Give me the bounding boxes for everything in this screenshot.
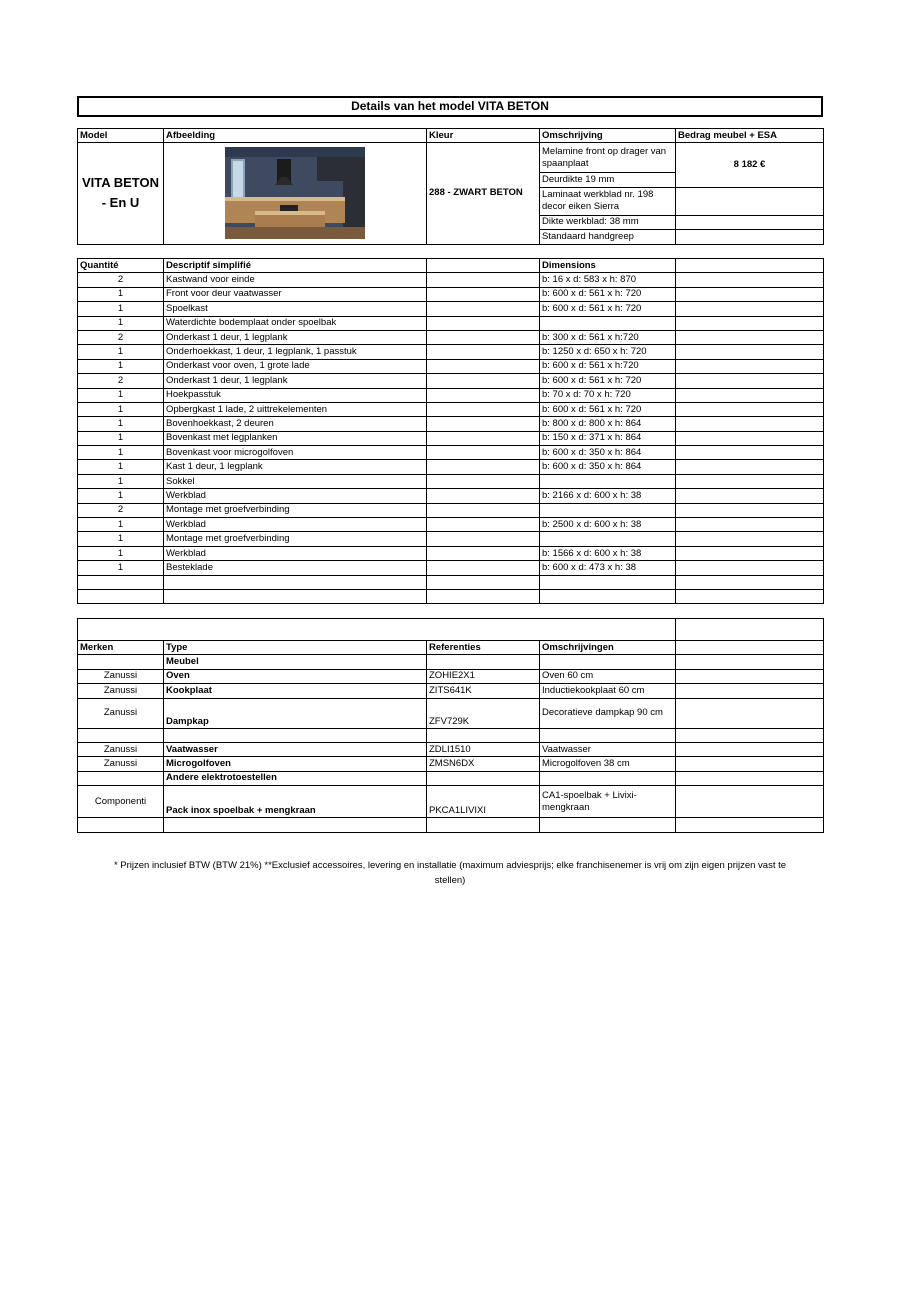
- header-dimensions: Dimensions: [540, 259, 676, 273]
- appliance-empty: [676, 669, 824, 683]
- header-color: Kleur: [427, 129, 540, 143]
- item-empty: [676, 287, 824, 301]
- appliance-reference: ZOHIE2X1: [427, 669, 540, 683]
- item-description: Hoekpasstuk: [164, 388, 427, 402]
- appliance-reference: ZMSN6DX: [427, 757, 540, 771]
- item-empty: [676, 546, 824, 560]
- item-empty: [676, 446, 824, 460]
- item-quantity: 1: [78, 460, 164, 474]
- item-dimensions: [540, 575, 676, 589]
- item-dimensions: [540, 503, 676, 517]
- item-row: [78, 273, 824, 287]
- item-description: Bovenkast met legplanken: [164, 431, 427, 445]
- appliances-top-empty: [676, 619, 824, 641]
- appliance-reference: ZFV729K: [427, 698, 540, 728]
- item-empty: [676, 460, 824, 474]
- appliance-description: CA1-spoelbak + Livixi-mengkraan: [540, 786, 676, 818]
- appliance-type: Kookplaat: [164, 684, 427, 698]
- header-brand: Merken: [78, 641, 164, 655]
- item-empty: [676, 302, 824, 316]
- appliance-type: Dampkap: [164, 698, 427, 728]
- header-empty: [676, 641, 824, 655]
- model-name: VITA BETON - En U: [78, 143, 164, 244]
- appliance-empty: [676, 684, 824, 698]
- header-price: Bedrag meubel + ESA: [676, 129, 824, 143]
- appliance-type: Meubel: [164, 655, 427, 669]
- item-dimensions: b: 600 x d: 350 x h: 864: [540, 446, 676, 460]
- appliance-brand: Zanussi: [78, 698, 164, 728]
- appliance-type: [164, 728, 427, 742]
- item-row: [78, 503, 824, 517]
- item-description: Kastwand voor einde: [164, 273, 427, 287]
- header-reference: Referenties: [427, 641, 540, 655]
- item-row: [78, 431, 824, 445]
- header-quantity: Quantité: [78, 259, 164, 273]
- item-empty: [676, 575, 824, 589]
- appliance-reference: [427, 728, 540, 742]
- item-blank: [427, 402, 540, 416]
- item-description: Onderkast 1 deur, 1 legplank: [164, 330, 427, 344]
- description-line: Melamine front op drager van spaanplaat: [540, 143, 676, 173]
- appliances-table: [77, 618, 824, 833]
- item-blank: [427, 460, 540, 474]
- item-dimensions: b: 300 x d: 561 x h:720: [540, 330, 676, 344]
- appliance-brand: [78, 771, 164, 785]
- appliance-reference: ZITS641K: [427, 684, 540, 698]
- item-quantity: 1: [78, 431, 164, 445]
- appliance-reference: PKCA1LIVIXI: [427, 786, 540, 818]
- item-dimensions: b: 1250 x d: 650 x h: 720: [540, 345, 676, 359]
- header-model: Model: [78, 129, 164, 143]
- item-description: Besteklade: [164, 561, 427, 575]
- item-empty: [676, 474, 824, 488]
- price-empty: [676, 187, 824, 215]
- item-dimensions: b: 1566 x d: 600 x h: 38: [540, 546, 676, 560]
- appliance-brand: Zanussi: [78, 757, 164, 771]
- item-blank: [427, 345, 540, 359]
- item-quantity: 1: [78, 489, 164, 503]
- item-dimensions: [540, 316, 676, 330]
- item-row: [78, 359, 824, 373]
- item-blank: [427, 474, 540, 488]
- appliance-row: [78, 757, 824, 771]
- item-description: Front voor deur vaatwasser: [164, 287, 427, 301]
- item-description: Onderkast 1 deur, 1 legplank: [164, 374, 427, 388]
- kitchen-image-cell: [164, 143, 427, 244]
- item-quantity: 1: [78, 287, 164, 301]
- item-blank: [427, 489, 540, 503]
- item-empty: [676, 431, 824, 445]
- appliance-empty: [676, 742, 824, 756]
- item-dimensions: [540, 474, 676, 488]
- kitchen-image: [225, 147, 365, 239]
- appliance-description: Oven 60 cm: [540, 669, 676, 683]
- header-description: Omschrijving: [540, 129, 676, 143]
- appliance-type: [164, 818, 427, 832]
- item-blank: [427, 273, 540, 287]
- appliance-description: Inductiekookplaat 60 cm: [540, 684, 676, 698]
- item-row: [78, 345, 824, 359]
- appliance-row: [78, 684, 824, 698]
- item-row: [78, 388, 824, 402]
- item-row: [78, 302, 824, 316]
- footnote: * Prijzen inclusief BTW (BTW 21%) **Exclusief accessoires, levering en installatie (maximum adviesprijs; elke franchisenemer is vrij om zijn eigen prijzen vast te stellen): [113, 860, 787, 886]
- appliance-row: [78, 771, 824, 785]
- item-description: Sokkel: [164, 474, 427, 488]
- appliance-row: [78, 698, 824, 728]
- item-dimensions: b: 800 x d: 800 x h: 864: [540, 417, 676, 431]
- appliance-type: Vaatwasser: [164, 742, 427, 756]
- item-empty: [676, 532, 824, 546]
- description-line: Deurdikte 19 mm: [540, 173, 676, 187]
- item-dimensions: b: 600 x d: 350 x h: 864: [540, 460, 676, 474]
- appliance-description: Microgolfoven 38 cm: [540, 757, 676, 771]
- item-dimensions: b: 600 x d: 561 x h:720: [540, 359, 676, 373]
- item-empty: [676, 273, 824, 287]
- appliance-brand: Zanussi: [78, 684, 164, 698]
- description-line: Dikte werkblad: 38 mm: [540, 215, 676, 229]
- item-description: Spoelkast: [164, 302, 427, 316]
- appliance-brand: Componenti: [78, 786, 164, 818]
- item-dimensions: b: 600 x d: 561 x h: 720: [540, 302, 676, 316]
- item-quantity: 1: [78, 546, 164, 560]
- item-dimensions: b: 600 x d: 561 x h: 720: [540, 374, 676, 388]
- item-dimensions: [540, 589, 676, 603]
- header-description: Descriptif simplifié: [164, 259, 427, 273]
- item-quantity: 1: [78, 446, 164, 460]
- appliance-brand: Zanussi: [78, 742, 164, 756]
- item-quantity: 2: [78, 273, 164, 287]
- item-quantity: 1: [78, 345, 164, 359]
- appliance-description: [540, 728, 676, 742]
- item-empty: [676, 316, 824, 330]
- item-blank: [427, 503, 540, 517]
- item-quantity: 1: [78, 474, 164, 488]
- page-title: Details van het model VITA BETON: [77, 96, 823, 117]
- item-blank: [427, 302, 540, 316]
- item-row: [78, 402, 824, 416]
- item-row: [78, 561, 824, 575]
- item-blank: [427, 417, 540, 431]
- appliance-type: Andere elektrotoestellen: [164, 771, 427, 785]
- color-value: 288 - ZWART BETON: [427, 143, 540, 244]
- appliance-reference: [427, 818, 540, 832]
- item-description: Werkblad: [164, 518, 427, 532]
- appliance-type: Oven: [164, 669, 427, 683]
- item-description: Bovenkast voor microgolfoven: [164, 446, 427, 460]
- item-quantity: 2: [78, 503, 164, 517]
- description-line: Laminaat werkblad nr. 198 decor eiken Sierra: [540, 187, 676, 215]
- item-quantity: 1: [78, 402, 164, 416]
- item-quantity: 1: [78, 359, 164, 373]
- appliance-empty: [676, 818, 824, 832]
- item-dimensions: [540, 532, 676, 546]
- price-value: 8 182 €: [676, 143, 824, 187]
- item-quantity: [78, 575, 164, 589]
- item-dimensions: b: 16 x d: 583 x h: 870: [540, 273, 676, 287]
- appliance-description: [540, 655, 676, 669]
- model-table: [77, 128, 824, 245]
- appliance-row: [78, 742, 824, 756]
- item-quantity: 1: [78, 561, 164, 575]
- item-blank: [427, 518, 540, 532]
- item-blank: [427, 316, 540, 330]
- appliance-description: [540, 818, 676, 832]
- appliance-empty: [676, 786, 824, 818]
- item-row: [78, 316, 824, 330]
- appliance-reference: [427, 771, 540, 785]
- item-description: [164, 575, 427, 589]
- header-descriptions: Omschrijvingen: [540, 641, 676, 655]
- item-empty: [676, 388, 824, 402]
- price-empty: [676, 215, 824, 229]
- header-image: Afbeelding: [164, 129, 427, 143]
- appliance-row: [78, 655, 824, 669]
- item-row: [78, 518, 824, 532]
- appliance-row: [78, 669, 824, 683]
- item-row: [78, 446, 824, 460]
- item-empty: [676, 589, 824, 603]
- item-row: [78, 287, 824, 301]
- appliance-description: [540, 771, 676, 785]
- description-line: Standaard handgreep: [540, 230, 676, 244]
- appliance-brand: Zanussi: [78, 669, 164, 683]
- item-description: Werkblad: [164, 489, 427, 503]
- item-description: Werkblad: [164, 546, 427, 560]
- item-empty: [676, 561, 824, 575]
- appliance-row: [78, 728, 824, 742]
- appliances-top-blank: [78, 619, 676, 641]
- item-description: Montage met groefverbinding: [164, 532, 427, 546]
- item-description: Opbergkast 1 lade, 2 uittrekelementen: [164, 402, 427, 416]
- item-description: Waterdichte bodemplaat onder spoelbak: [164, 316, 427, 330]
- appliance-brand: [78, 818, 164, 832]
- item-empty: [676, 359, 824, 373]
- item-empty: [676, 330, 824, 344]
- item-row: [78, 417, 824, 431]
- header-empty: [676, 259, 824, 273]
- item-dimensions: b: 600 x d: 473 x h: 38: [540, 561, 676, 575]
- item-row: [78, 532, 824, 546]
- item-blank: [427, 546, 540, 560]
- item-empty: [676, 402, 824, 416]
- item-quantity: 1: [78, 518, 164, 532]
- item-row: [78, 575, 824, 589]
- item-row: [78, 589, 824, 603]
- item-description: Kast 1 deur, 1 legplank: [164, 460, 427, 474]
- item-dimensions: b: 150 x d: 371 x h: 864: [540, 431, 676, 445]
- item-description: Bovenhoekkast, 2 deuren: [164, 417, 427, 431]
- item-blank: [427, 374, 540, 388]
- item-quantity: 1: [78, 388, 164, 402]
- item-blank: [427, 446, 540, 460]
- appliance-reference: [427, 655, 540, 669]
- item-row: [78, 489, 824, 503]
- appliance-brand: [78, 655, 164, 669]
- item-blank: [427, 330, 540, 344]
- item-row: [78, 374, 824, 388]
- item-blank: [427, 359, 540, 373]
- appliance-description: Vaatwasser: [540, 742, 676, 756]
- item-blank: [427, 388, 540, 402]
- item-row: [78, 474, 824, 488]
- item-blank: [427, 287, 540, 301]
- item-blank: [427, 589, 540, 603]
- item-description: [164, 589, 427, 603]
- item-quantity: 2: [78, 374, 164, 388]
- item-empty: [676, 417, 824, 431]
- header-type: Type: [164, 641, 427, 655]
- item-blank: [427, 532, 540, 546]
- appliance-empty: [676, 757, 824, 771]
- price-empty: [676, 230, 824, 244]
- item-blank: [427, 575, 540, 589]
- appliance-empty: [676, 771, 824, 785]
- item-row: [78, 460, 824, 474]
- appliance-brand: [78, 728, 164, 742]
- item-quantity: 1: [78, 316, 164, 330]
- item-row: [78, 330, 824, 344]
- appliance-description: Decoratieve dampkap 90 cm: [540, 698, 676, 728]
- item-dimensions: b: 600 x d: 561 x h: 720: [540, 402, 676, 416]
- appliance-empty: [676, 728, 824, 742]
- item-quantity: 1: [78, 302, 164, 316]
- appliance-empty: [676, 655, 824, 669]
- item-quantity: [78, 589, 164, 603]
- item-row: [78, 546, 824, 560]
- item-empty: [676, 489, 824, 503]
- appliance-type: Pack inox spoelbak + mengkraan: [164, 786, 427, 818]
- item-dimensions: b: 2166 x d: 600 x h: 38: [540, 489, 676, 503]
- item-empty: [676, 518, 824, 532]
- appliance-empty: [676, 698, 824, 728]
- item-dimensions: b: 2500 x d: 600 x h: 38: [540, 518, 676, 532]
- item-quantity: 2: [78, 330, 164, 344]
- item-description: Onderhoekkast, 1 deur, 1 legplank, 1 passtuk: [164, 345, 427, 359]
- item-description: Montage met groefverbinding: [164, 503, 427, 517]
- header-blank: [427, 259, 540, 273]
- appliance-row: [78, 786, 824, 818]
- item-empty: [676, 374, 824, 388]
- item-blank: [427, 431, 540, 445]
- item-dimensions: b: 70 x d: 70 x h: 720: [540, 388, 676, 402]
- item-blank: [427, 561, 540, 575]
- appliance-type: Microgolfoven: [164, 757, 427, 771]
- item-empty: [676, 345, 824, 359]
- item-description: Onderkast voor oven, 1 grote lade: [164, 359, 427, 373]
- item-quantity: 1: [78, 417, 164, 431]
- item-dimensions: b: 600 x d: 561 x h: 720: [540, 287, 676, 301]
- appliance-reference: ZDLI1510: [427, 742, 540, 756]
- appliance-row: [78, 818, 824, 832]
- item-quantity: 1: [78, 532, 164, 546]
- items-table: [77, 258, 824, 604]
- item-empty: [676, 503, 824, 517]
